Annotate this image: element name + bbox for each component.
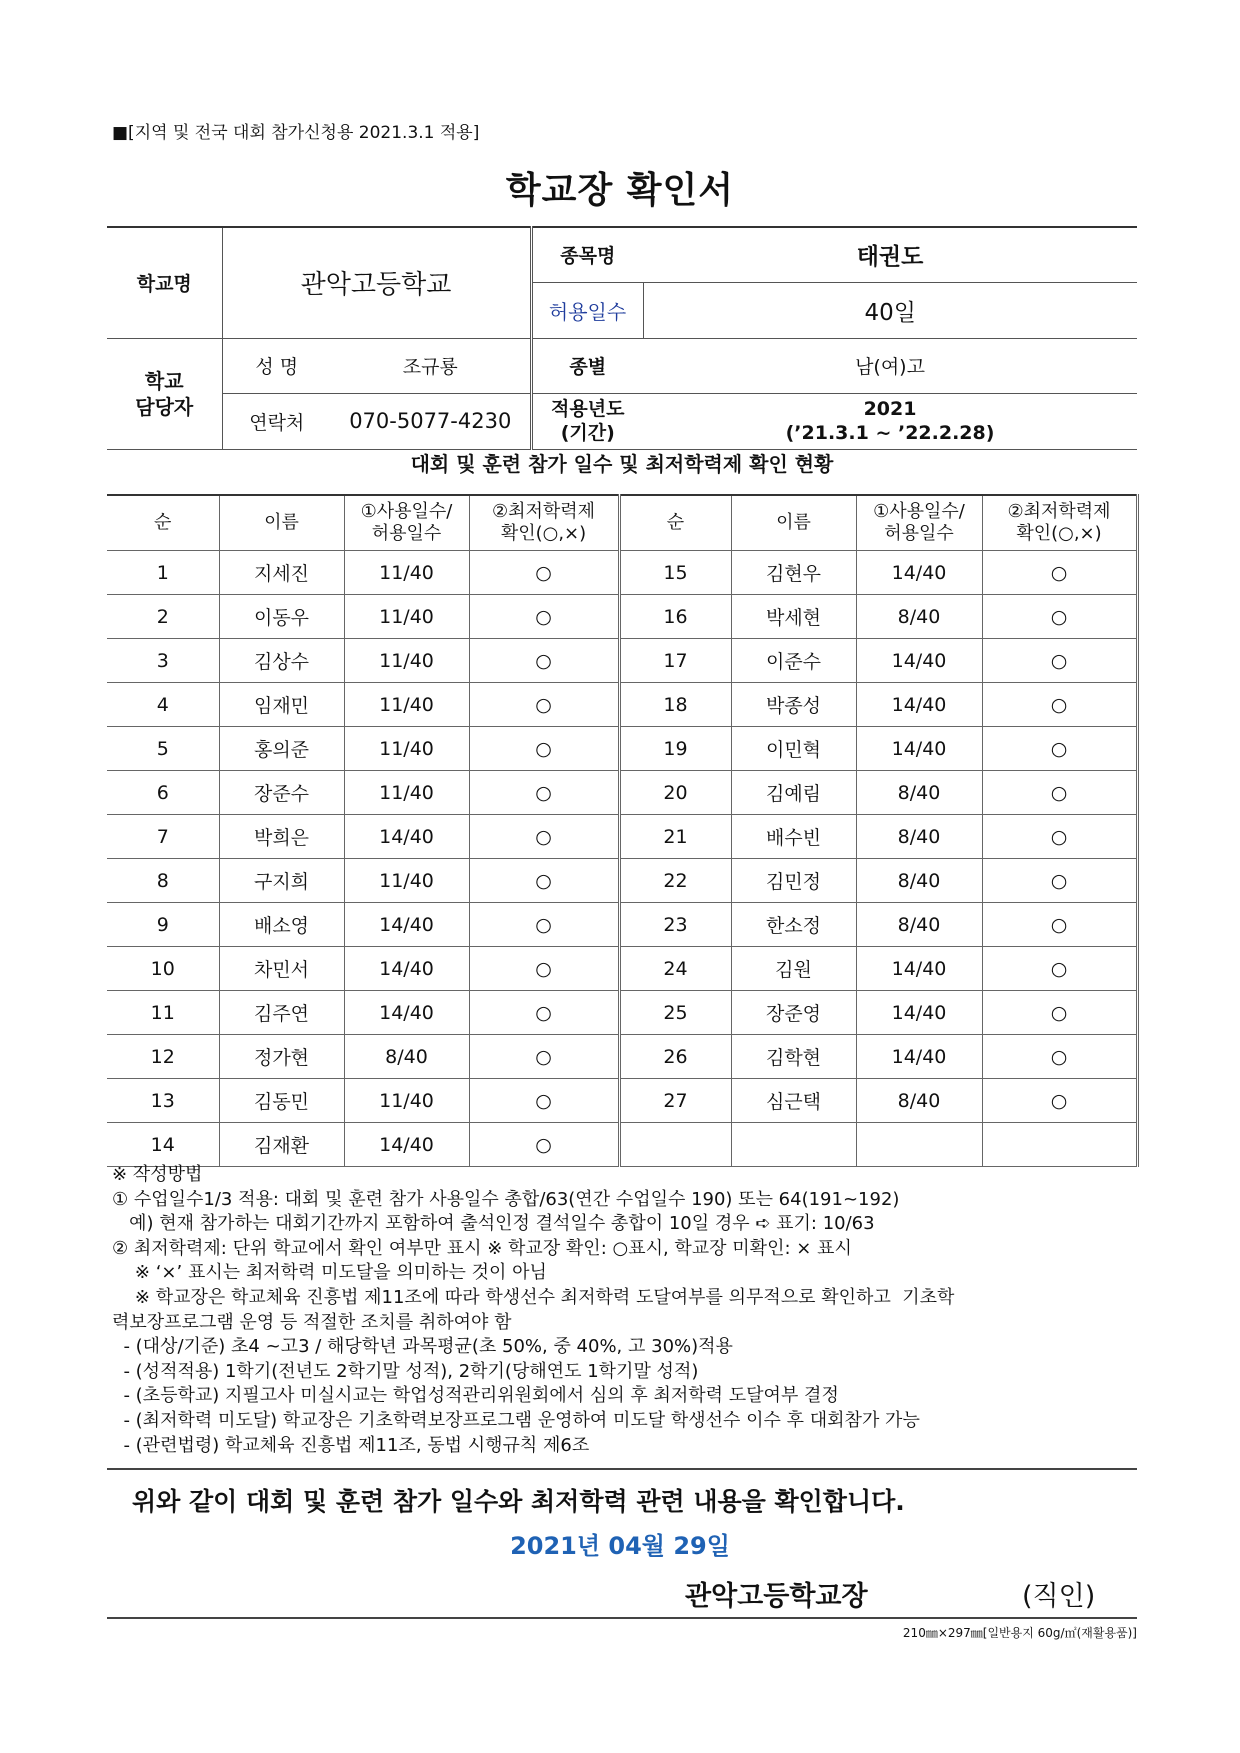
cell-no-right: 23: [619, 903, 731, 947]
cell-name: 배소영: [219, 903, 344, 947]
cell-days-right: 8/40: [856, 859, 982, 903]
cell-days: 14/40: [344, 1123, 469, 1167]
table-row: [107, 727, 1137, 771]
header-days: [344, 495, 469, 551]
cell-check: ○: [469, 1035, 619, 1079]
section-title: 대회 및 훈련 참가 일수 및 최저학력제 확인 현황: [410, 452, 834, 476]
header-name-right: 이름: [731, 495, 856, 551]
manager-name-label: 성 명: [222, 338, 331, 393]
event-value: 태권도: [643, 227, 1137, 282]
cell-days-right: 14/40: [856, 727, 982, 771]
cell-no-right: 18: [619, 683, 731, 727]
confirm-statement: 위와 같이 대회 및 훈련 참가 일수와 최저학력 관련 내용을 확인합니다.: [132, 1487, 905, 1516]
table-row: [107, 991, 1137, 1035]
instruction-line: ① 수업일수1/3 적용: 대회 및 훈련 참가 사용일수 총합/63(연간 수업일수 190) 또는 64(191~192): [112, 1188, 900, 1210]
cell-name: 임재민: [219, 683, 344, 727]
info-table: [107, 226, 1137, 450]
header-no: 순: [107, 495, 219, 551]
cell-no-right: 15: [619, 551, 731, 595]
cell-check-right: [982, 1123, 1137, 1167]
cell-days: 11/40: [344, 771, 469, 815]
table-row: [107, 551, 1137, 595]
cell-name: 김재환: [219, 1123, 344, 1167]
confirm-date: 2021년 04월 29일: [510, 1532, 730, 1560]
header-check-right: [982, 495, 1137, 551]
type-label: 종별: [531, 338, 643, 393]
table-row: [107, 859, 1137, 903]
header-check-right-line1: ②최저학력제: [1007, 501, 1111, 522]
cell-name-right: 한소정: [731, 903, 856, 947]
cell-check-right: ○: [982, 727, 1137, 771]
header-days-line1: ①사용일수/: [360, 501, 453, 522]
table-row: [107, 1079, 1137, 1123]
cell-check: ○: [469, 1079, 619, 1123]
header-no-right: 순: [619, 495, 731, 551]
cell-name-right: 이준수: [731, 639, 856, 683]
table-row: [107, 815, 1137, 859]
cell-no: 4: [107, 683, 219, 727]
manager-name-value: 조규룡: [331, 338, 531, 393]
header-days-right-line2: 허용일수: [884, 523, 954, 544]
cell-check-right: ○: [982, 903, 1137, 947]
cell-check-right: ○: [982, 947, 1137, 991]
cell-days-right: 8/40: [856, 815, 982, 859]
principal-name: 관악고등학교장: [685, 1581, 868, 1612]
cell-days-right: 8/40: [856, 595, 982, 639]
cell-check-right: ○: [982, 859, 1137, 903]
cell-name-right: 김현우: [731, 551, 856, 595]
cell-days: 8/40: [344, 1035, 469, 1079]
cell-name-right: 장준영: [731, 991, 856, 1035]
cell-check: ○: [469, 551, 619, 595]
cell-check: ○: [469, 903, 619, 947]
cell-no-right: 16: [619, 595, 731, 639]
cell-check: ○: [469, 815, 619, 859]
cell-name: 박희은: [219, 815, 344, 859]
instruction-line: - (관련법령) 학교체육 진흥법 제11조, 동법 시행규칙 제6조: [112, 1434, 590, 1456]
cell-name: 지세진: [219, 551, 344, 595]
cell-name-right: [731, 1123, 856, 1167]
cell-check-right: ○: [982, 991, 1137, 1035]
manager-label-line1: 학교: [144, 368, 184, 393]
instruction-line: 예) 현재 참가하는 대회기간까지 포함하여 출석인정 결석일수 총합이 10일 경우 ➪ 표기: 10/63: [112, 1213, 875, 1235]
cell-name: 장준수: [219, 771, 344, 815]
year-label-line2: (기간): [560, 422, 615, 444]
instruction-line: - (대상/기준) 초4 ~고3 / 해당학년 과목평균(초 50%, 중 40%, 고 30%)적용: [112, 1336, 733, 1358]
year-value: [643, 393, 1137, 449]
cell-days-right: 14/40: [856, 551, 982, 595]
cell-name-right: 심근택: [731, 1079, 856, 1123]
cell-check: ○: [469, 859, 619, 903]
instruction-line: ② 최저학력제: 단위 학교에서 확인 여부만 표시 ※ 학교장 확인: ○표시, 학교장 미확인: × 표시: [112, 1237, 852, 1259]
cell-check-right: ○: [982, 815, 1137, 859]
table-header-row: [107, 495, 1137, 551]
cell-name-right: 박세현: [731, 595, 856, 639]
cell-name-right: 김예림: [731, 771, 856, 815]
allowed-days-label: 허용일수: [531, 282, 643, 338]
cell-check: ○: [469, 1123, 619, 1167]
header-name: 이름: [219, 495, 344, 551]
allowed-days-value: 40일: [643, 282, 1137, 338]
cell-name: 이동우: [219, 595, 344, 639]
header-check-right-line2: 확인(○,×): [1016, 523, 1102, 544]
cell-no: 11: [107, 991, 219, 1035]
cell-days: 14/40: [344, 991, 469, 1035]
form-note: ■[지역 및 전국 대회 참가신청용 2021.3.1 적용]: [112, 123, 480, 143]
instruction-line: - (최저학력 미도달) 학교장은 기초학력보장프로그램 운영하여 미도달 학생선수 이수 후 대회참가 가능: [112, 1409, 920, 1431]
cell-days: 14/40: [344, 947, 469, 991]
cell-days: 11/40: [344, 859, 469, 903]
cell-name-right: 배수빈: [731, 815, 856, 859]
cell-no-right: 22: [619, 859, 731, 903]
cell-check: ○: [469, 683, 619, 727]
cell-no: 8: [107, 859, 219, 903]
cell-check: ○: [469, 991, 619, 1035]
table-row: [107, 683, 1137, 727]
cell-check: ○: [469, 947, 619, 991]
cell-no-right: 25: [619, 991, 731, 1035]
table-row: [107, 639, 1137, 683]
table-row: [107, 595, 1137, 639]
paper-spec: 210㎜×297㎜[일반용지 60g/㎡(재활용품)]: [902, 1626, 1137, 1640]
header-days-right-line1: ①사용일수/: [873, 501, 965, 522]
cell-days-right: [856, 1123, 982, 1167]
cell-check-right: ○: [982, 595, 1137, 639]
cell-name-right: 김민정: [731, 859, 856, 903]
cell-days-right: 14/40: [856, 991, 982, 1035]
cell-check-right: ○: [982, 683, 1137, 727]
year-value-line2: (’21.3.1 ~ ’22.2.28): [785, 422, 995, 444]
cell-days: 11/40: [344, 595, 469, 639]
table-row: [107, 1123, 1137, 1167]
table-row: [107, 947, 1137, 991]
cell-days: 11/40: [344, 727, 469, 771]
table-row: [107, 771, 1137, 815]
cell-no-right: 19: [619, 727, 731, 771]
page-title: 학교장 확인서: [505, 170, 735, 211]
cell-no: 14: [107, 1123, 219, 1167]
contact-value: 070-5077-4230: [331, 393, 531, 449]
cell-no: 13: [107, 1079, 219, 1123]
cell-no: 6: [107, 771, 219, 815]
year-label: [531, 393, 643, 449]
instruction-line: ※ 학교장은 학교체육 진흥법 제11조에 따라 학생선수 최저학력 도달여부를 의무적으로 확인하고 기초학: [112, 1286, 955, 1308]
divider-top: [107, 1468, 1137, 1470]
cell-days: 11/40: [344, 683, 469, 727]
cell-days-right: 14/40: [856, 639, 982, 683]
cell-days-right: 14/40: [856, 947, 982, 991]
cell-no-right: 26: [619, 1035, 731, 1079]
year-value-line1: 2021: [863, 398, 917, 420]
cell-name: 김상수: [219, 639, 344, 683]
cell-days: 14/40: [344, 903, 469, 947]
cell-no-right: 21: [619, 815, 731, 859]
cell-no-right: 27: [619, 1079, 731, 1123]
instruction-line: ※ ‘×’ 표시는 최저학력 미도달을 의미하는 것이 아님: [112, 1262, 547, 1284]
cell-no: 12: [107, 1035, 219, 1079]
cell-days: 11/40: [344, 551, 469, 595]
cell-no: 5: [107, 727, 219, 771]
cell-check: ○: [469, 771, 619, 815]
cell-name: 구지희: [219, 859, 344, 903]
cell-days-right: 14/40: [856, 683, 982, 727]
cell-no-right: [619, 1123, 731, 1167]
cell-no-right: 17: [619, 639, 731, 683]
header-check-line1: ②최저학력제: [491, 501, 596, 522]
cell-no-right: 24: [619, 947, 731, 991]
instruction-line: - (초등학교) 지필고사 미실시교는 학업성적관리위원회에서 심의 후 최저학력 도달여부 결정: [112, 1385, 839, 1407]
instruction-line: - (성적적용) 1학기(전년도 2학기말 성적), 2학기(당해연도 1학기말 성적): [112, 1360, 699, 1382]
cell-name: 차민서: [219, 947, 344, 991]
manager-label-line2: 담당자: [135, 394, 194, 419]
cell-name: 김동민: [219, 1079, 344, 1123]
cell-check-right: ○: [982, 551, 1137, 595]
cell-name: 정가현: [219, 1035, 344, 1079]
cell-no: 9: [107, 903, 219, 947]
school-name-value: 관악고등학교: [222, 227, 531, 338]
seal-placeholder: (직인): [1022, 1581, 1096, 1612]
divider-bottom: [107, 1617, 1137, 1619]
cell-name: 김주연: [219, 991, 344, 1035]
cell-no: 2: [107, 595, 219, 639]
cell-no: 3: [107, 639, 219, 683]
cell-no-right: 20: [619, 771, 731, 815]
school-name-label: 학교명: [107, 227, 222, 338]
year-label-line1: 적용년도: [551, 398, 625, 420]
instructions: [112, 1163, 1142, 1458]
table-row: [107, 903, 1137, 947]
cell-days-right: 8/40: [856, 771, 982, 815]
instruction-line: ※ 작성방법: [112, 1164, 203, 1185]
cell-check: ○: [469, 595, 619, 639]
cell-days: 14/40: [344, 815, 469, 859]
type-value: 남(여)고: [643, 338, 1137, 393]
cell-check-right: ○: [982, 771, 1137, 815]
event-label: 종목명: [531, 227, 643, 282]
header-check: [469, 495, 619, 551]
cell-check-right: ○: [982, 1035, 1137, 1079]
cell-no: 10: [107, 947, 219, 991]
cell-no: 7: [107, 815, 219, 859]
cell-check-right: ○: [982, 1079, 1137, 1123]
contact-label: 연락처: [222, 393, 331, 449]
cell-days-right: 8/40: [856, 1079, 982, 1123]
header-days-right: [856, 495, 982, 551]
table-row: [107, 1035, 1137, 1079]
header-check-line2: 확인(○,×): [500, 523, 587, 544]
cell-name-right: 김원: [731, 947, 856, 991]
cell-days-right: 8/40: [856, 903, 982, 947]
cell-days-right: 14/40: [856, 1035, 982, 1079]
cell-name-right: 이민혁: [731, 727, 856, 771]
cell-no: 1: [107, 551, 219, 595]
instruction-line: 력보장프로그램 운영 등 적절한 조치를 취하여야 함: [112, 1311, 512, 1333]
cell-name: 홍의준: [219, 727, 344, 771]
cell-check: ○: [469, 727, 619, 771]
cell-check: ○: [469, 639, 619, 683]
manager-label: [107, 338, 222, 449]
cell-name-right: 김학현: [731, 1035, 856, 1079]
cell-days: 11/40: [344, 1079, 469, 1123]
cell-check-right: ○: [982, 639, 1137, 683]
cell-days: 11/40: [344, 639, 469, 683]
participation-table: [107, 494, 1139, 1167]
cell-name-right: 박종성: [731, 683, 856, 727]
header-days-line2: 허용일수: [371, 523, 442, 544]
